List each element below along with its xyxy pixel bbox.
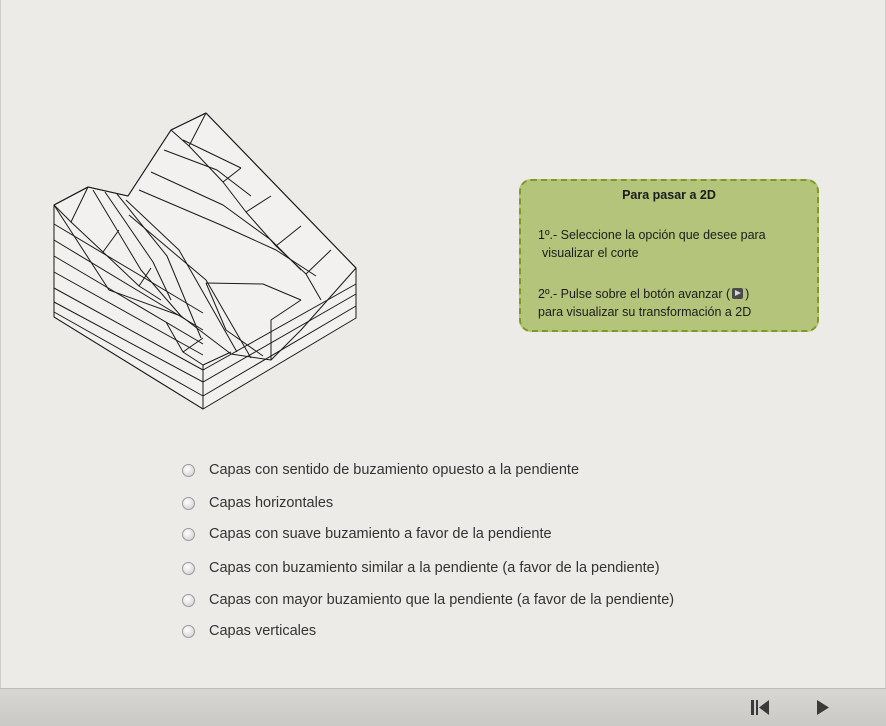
option-label: Capas con suave buzamiento a favor de la pendiente [209,526,552,542]
option-1[interactable] [182,462,579,478]
next-button[interactable] [809,695,835,721]
radio-button[interactable] [182,528,195,541]
option-label: Capas con sentido de buzamiento opuesto a la pendiente [209,462,580,478]
play-icon [732,288,743,299]
option-2[interactable] [182,495,333,511]
instructions-title: Para pasar a 2D [622,188,716,202]
instructions-box [519,179,819,332]
option-label: Capas con mayor buzamiento que la pendiente (a favor de la pendiente) [209,592,675,608]
step2-line1 [538,287,749,301]
step2-text-after: ) [745,287,750,301]
geologic-block-diagram [49,108,361,414]
option-label: Capas con buzamiento similar a la pendiente (a favor de la pendiente) [209,560,660,576]
play-next-icon [809,695,835,721]
radio-button[interactable] [182,464,195,477]
step1-line1: 1º.- Seleccione la opción que desee para [538,228,766,242]
step1-line2: visualizar el corte [542,246,639,260]
option-label: Capas horizontales [209,495,334,511]
step2-line2: para visualizar su transformación a 2D [538,305,752,319]
option-label: Capas verticales [209,623,317,639]
step2-text-before: 2º.- Pulse sobre el botón avanzar ( [538,287,731,301]
option-6[interactable] [182,623,316,639]
skip-to-first-button[interactable] [747,695,773,721]
radio-button[interactable] [182,497,195,510]
option-5[interactable] [182,592,674,608]
radio-button[interactable] [182,562,195,575]
bottom-nav-bar [0,688,886,726]
option-4[interactable] [182,560,660,576]
radio-button[interactable] [182,594,195,607]
radio-button[interactable] [182,625,195,638]
option-3[interactable] [182,526,552,542]
skip-to-first-icon [747,695,773,721]
